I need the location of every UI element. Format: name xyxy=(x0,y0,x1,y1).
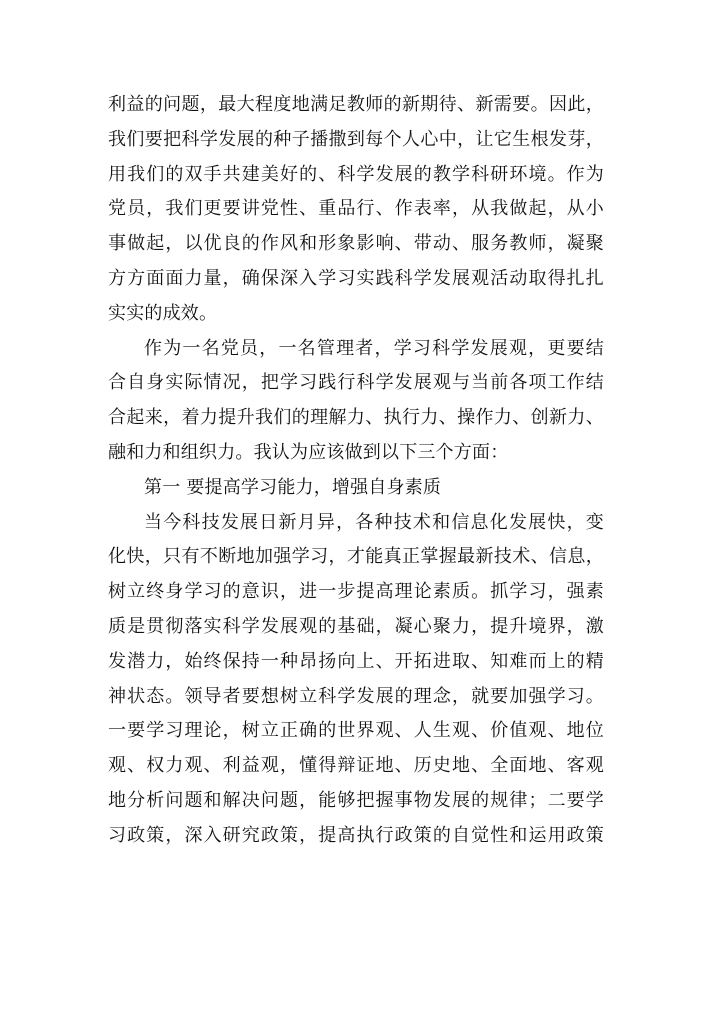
text-line: 合起来，着力提升我们的理解力、执行力、操作力、创新力、 xyxy=(108,407,604,429)
section-heading: 第一 要提高学习能力，增强自身素质 xyxy=(144,476,442,498)
text-line: 观、权力观、利益观，懂得辩证地、历史地、全面地、客观 xyxy=(108,755,604,777)
document-page xyxy=(108,88,604,854)
text-line: 习政策，深入研究政策，提高执行政策的自觉性和运用政策 xyxy=(108,824,604,846)
text-line: 我们要把科学发展的种子播撒到每个人心中，让它生根发芽， xyxy=(108,128,604,150)
text-line: 一要学习理论，树立正确的世界观、人生观、价值观、地位 xyxy=(108,720,604,742)
text-line: 实实的成效。 xyxy=(108,302,218,324)
text-line: 合自身实际情况，把学习践行科学发展观与当前各项工作结 xyxy=(108,372,604,394)
text-line: 融和力和组织力。我认为应该做到以下三个方面： xyxy=(108,441,509,463)
text-line: 作为一名党员，一名管理者，学习科学发展观，更要结 xyxy=(144,337,604,359)
text-line: 事做起，以优良的作风和形象影响、带动、服务教师，凝聚 xyxy=(108,233,604,255)
text-line: 方方面面力量，确保深入学习实践科学发展观活动取得扎扎 xyxy=(108,267,604,289)
text-line: 树立终身学习的意识，进一步提高理论素质。抓学习，强素 xyxy=(108,581,604,603)
text-line: 发潜力，始终保持一种昂扬向上、开拓进取、知难而上的精 xyxy=(108,650,604,672)
text-line: 质是贯彻落实科学发展观的基础，凝心聚力，提升境界，激 xyxy=(108,615,604,637)
text-line: 神状态。领导者要想树立科学发展的理念，就要加强学习。 xyxy=(108,685,604,707)
text-line: 地分析问题和解决问题，能够把握事物发展的规律；二要学 xyxy=(108,789,604,811)
text-line: 党员，我们更要讲党性、重品行、作表率，从我做起，从小 xyxy=(108,198,604,220)
text-line: 用我们的双手共建美好的、科学发展的教学科研环境。作为 xyxy=(108,163,604,185)
text-line: 利益的问题，最大程度地满足教师的新期待、新需要。因此， xyxy=(108,94,604,115)
text-line: 化快，只有不断地加强学习，才能真正掌握最新技术、信息， xyxy=(108,546,604,568)
text-line: 当今科技发展日新月异，各种技术和信息化发展快，变 xyxy=(144,511,604,533)
